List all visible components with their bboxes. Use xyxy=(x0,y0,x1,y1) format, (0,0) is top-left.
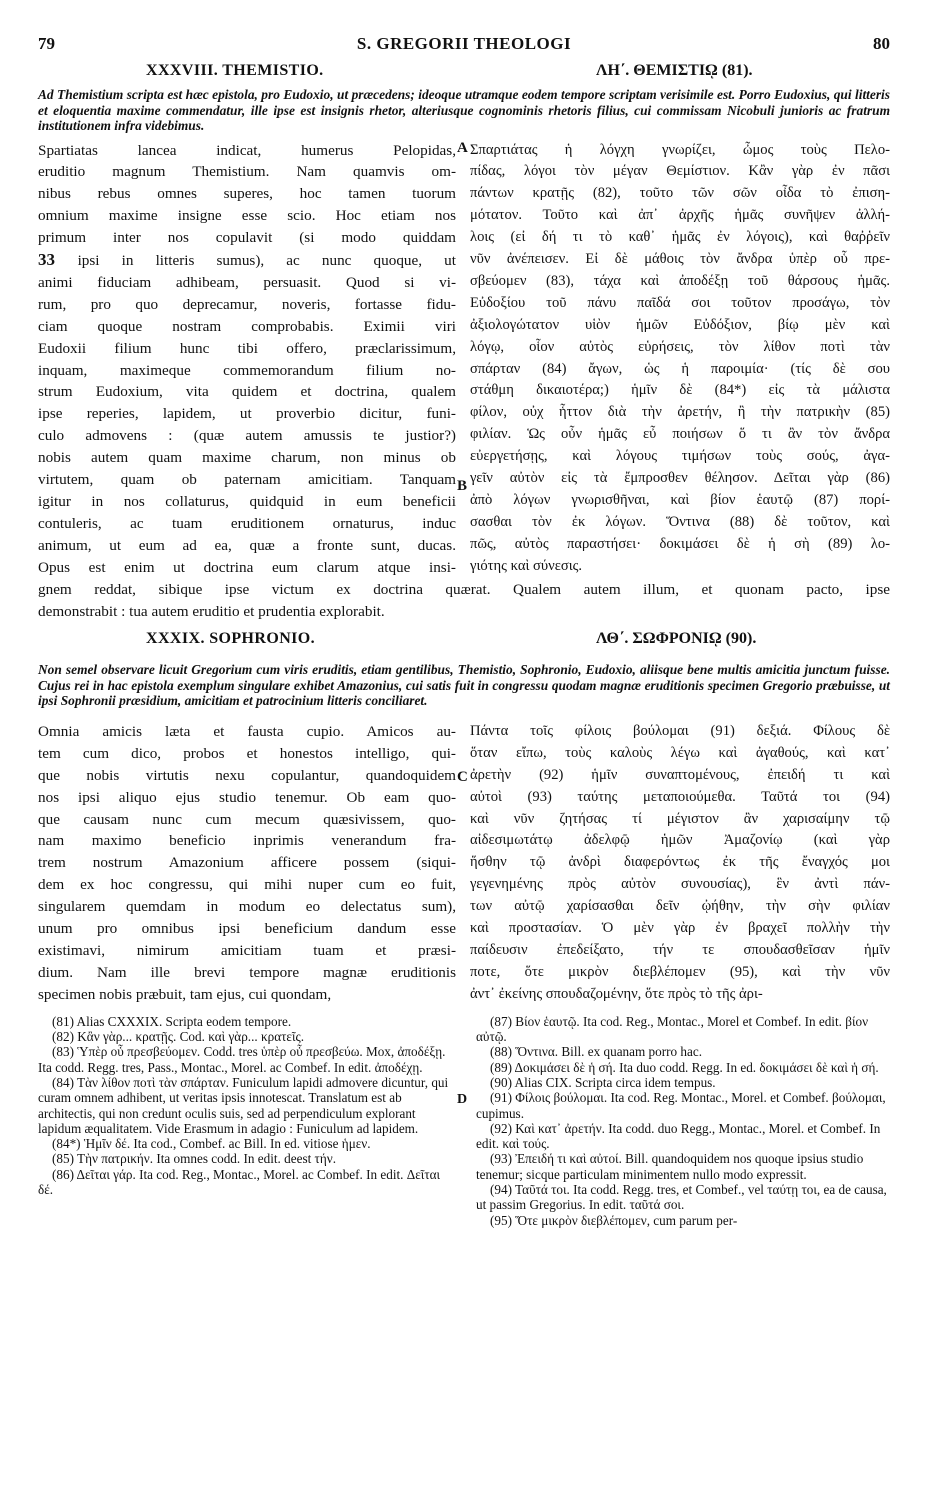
greek-line: εὐεργετήσῃς, καὶ λόγους τιμήσων τοὺς σούς, ἀγα- xyxy=(470,448,890,465)
page-number-right: 80 xyxy=(873,34,890,53)
greek-line: λόγῳ, οἷον αὐτὸς εὑρήσεις, τὸν λίθον ποτὶ τὰν xyxy=(470,338,890,355)
footnote: (94) Ταῦτά τοι. Ita codd. Regg. tres, et Combef., vel ταύτῃ τοι, ea de causa, ut passim Gregorius. In edit. ταῦτά σοι. xyxy=(476,1181,887,1213)
greek-line: αὐτοὶ (93) ταύτης μεταποιούμεθα. Ταῦτά τοι (94) xyxy=(470,788,890,805)
latin-line: eruditio magnum Themistium. Nam quamvis om- xyxy=(38,163,456,181)
book-title: S. GREGORII THEOLOGI xyxy=(356,34,572,53)
greek-line: σβεύομεν (83), τάχα καὶ ἀποδέξῃ τοῦ θάρσους ἡμᾶς. xyxy=(470,272,890,289)
latin-line: dem ex hoc congressu, qui mihi nuper cum eo fuit, xyxy=(38,876,456,894)
latin-line: que nobis virtutis nexu copulantur, quandoquidem xyxy=(38,766,456,784)
footnote: (85) Τὴν πατρικήν. Ita omnes codd. In edit. deest τήν. xyxy=(52,1151,336,1167)
latin-line: animi fiduciam adhibeam, persuasit. Quod si vi- xyxy=(38,273,456,291)
latin-line: specimen nobis præbuit, tam ejus, cui quondam, xyxy=(38,985,332,1003)
footnote: (83) Ὑπὲρ οὗ πρεσβεύομεν. Codd. tres ὑπὲρ οὗ πρεσβεύω. Mox, ἀποδέξῃ. Ita codd. Regg. tres, Pass., Montac., Morel. ac Combef. In edit. ἀποδέχῃ. xyxy=(38,1044,446,1075)
letter-39-argument: Non semel observare licuit Gregorium cum viris eruditis, etiam gentilibus, Themistio, Sophronio, Eudoxio, aliisque bene multis amicitia junctum fuisse. Cujus rei in hac epistola exemplum singulare exhibet Amazonius, cui satis fuit in congressu quodam magnæ eruditionis specimen Gregorio præbuisse, ut ipsi Sophronii præsidium, amicitiam et patrocinium litteris conciliaret. xyxy=(38,662,890,709)
greek-line: των αὐτῷ χαρίσασθαι δεῖν ᾠήθην, τὴν σὴν φιλίαν xyxy=(470,898,890,915)
footnote: (84) Τὰν λίθον ποτὶ τὰν σπάρταν. Funiculum lapidi admovere dicuntur, qui curam omnem adhibent, ut veritas ipsis innotescat. Translatum est ab architectis, qui non credunt oculis suis, sed ad perpendiculum explorant lapidum æqualitatem. Vide Erasmum in adagio : Funiculum ad lapidem. xyxy=(38,1074,449,1136)
greek-line: νῦν ἀνέπεισεν. Εἰ δὲ μάθοις τὸν ἄνδρα ὑπὲρ οὗ πρε- xyxy=(470,251,890,268)
greek-line: στάθμη δικαιοτέρα;) ἡμῖν δὲ (84*) εἰς τὰ μάλιστα xyxy=(470,382,890,399)
letter-38-greek-column xyxy=(470,140,890,579)
greek-line: γιότης καὶ σύνεσις. xyxy=(470,557,583,574)
greek-line: ἀρετὴν (92) ἡμῖν συναπτομένους, ἐπειδή τι καὶ xyxy=(470,766,890,783)
latin-line: culo admovens : (quæ autem amussis te justior?) xyxy=(38,427,456,445)
greek-line: σασθαι τὸν ἐκ λόγων. Ὅντινα (88) δὲ τοῦτον, καὶ xyxy=(470,513,890,530)
footnotes-right xyxy=(476,1014,890,1228)
greek-line: πάντων κρατῇς (82), τοῦτο τῶν σῶν οἶδα τὸ ἐπιση- xyxy=(470,185,890,202)
latin-line: nibus rebus omnes superes, hoc tamen tuorum xyxy=(38,185,456,203)
margin-number: 33 xyxy=(38,250,78,270)
margin-marker-a: A xyxy=(457,139,468,156)
latin-line: animum, ut eum ad ea, quæ a fronte sunt, ducas. xyxy=(38,536,456,554)
margin-marker-b: B xyxy=(457,477,468,494)
greek-line: Εὐδοξίου τοῦ πάνυ παῖδά σοι τοῦτον προσάγω, τὸν xyxy=(470,294,890,311)
latin-line: nam maximo beneficio inprimis venerandum fra- xyxy=(38,832,456,850)
latin-line: nobis autem quam maxime charum, non minus ob xyxy=(38,449,456,467)
latin-line: unum pro omnibus ipsi beneficium dandum esse xyxy=(38,920,456,938)
latin-line: ciam quoque nostram comprobabis. Eximii viri xyxy=(38,317,456,335)
footnote: (93) Ἐπειδή τι καὶ αὐτοί. Bill. quandoquidem nos quoque ipsius studio tenemur; sicque particulam minimentem nullo modo expressit. xyxy=(476,1151,864,1182)
greek-line: ἀξιολογώτατον υἱὸν ἡμῶν Εὐδόξιον, βίῳ μὲν καὶ xyxy=(470,316,890,333)
greek-line: μότατον. Τοῦτο καὶ ἀπ᾽ ἀρχῆς ἡμᾶς συνῆψεν ἀλλή- xyxy=(470,207,890,224)
greek-line: σπάρταν (84) ἄγων, ὡς ἡ παροιμία· (τίς δὲ σου xyxy=(470,360,890,377)
greek-line: φίλον, οὐχ ἧττον διὰ τὴν ἀρετήν, ἢ τὴν πατρικὴν (85) xyxy=(470,404,890,421)
latin-line: rum, pro quo deprecamur, noveris, fortasse fidu- xyxy=(38,295,456,313)
latin-line: primum inter nos copulavit (si modo quiddam xyxy=(38,229,456,247)
footnotes xyxy=(38,1014,890,1228)
latin-line: dium. Nam ille brevi tempore magnæ eruditionis xyxy=(38,963,456,981)
letter-38-heading xyxy=(38,62,890,84)
latin-line: 33 ipsi in litteris sumus), ac nunc quoque, ut xyxy=(38,250,456,270)
latin-line: Omnia amicis læta et fausta cupio. Amicos au- xyxy=(38,722,456,740)
greek-line: πίδας, λόγοι τὸν μέγαν Θεμίστιον. Κἂν γὰρ ἐν πᾶσι xyxy=(470,163,890,180)
latin-line: virtutem, quam ob paternam amicitiam. Tanquam xyxy=(38,471,456,489)
latin-line: Spartiatas lancea indicat, humerus Pelopidas, xyxy=(38,141,456,159)
letter-38-continuation xyxy=(38,579,890,623)
greek-line: αἰδεσιμωτάτῳ ἀδελφῷ ἡμῶν Ἀμαζονίῳ (καὶ γὰρ xyxy=(470,832,890,849)
greek-line: γεῖν αὐτὸν εἰς τὰ ἔμπροσθεν θέλησον. Δεῖται γὰρ (86) xyxy=(470,470,890,487)
footnote: (88) Ὅντινα. Bill. ex quanam porro hac. xyxy=(490,1044,703,1060)
greek-line: καὶ νῦν ζητήσας τί μέγιστον ἂν χαρισαίμην τῷ xyxy=(470,810,890,827)
latin-line: strum Eudoxium, vita quidem et doctrina, qualem xyxy=(38,383,456,401)
latin-line: Eudoxii filium hunc tibi offero, præclarissimum, xyxy=(38,339,456,357)
letter-38-body xyxy=(38,140,890,579)
footnote: (91) Φίλοις βούλομαι. Ita cod. Reg. Montac., Morel. et Combef. βούλομαι, cupimus. xyxy=(476,1090,886,1121)
greek-line: ἀντ᾽ ἐκείνης σπουδαζομένην, ὅτε πρὸς τὸ τῆς ἀρι- xyxy=(470,985,763,1002)
greek-line: ποτε, ὅτε μικρὸν διεβλέπομεν (95), καὶ τὴν νῦν xyxy=(470,963,890,980)
footnote: (86) Δεῖται γάρ. Ita cod. Reg., Montac., Morel. ac Combef. In edit. Δεῖται δέ. xyxy=(38,1166,441,1197)
full-width-line: gnem reddat, sibique ipse victum ex doctrina quærat. Qualem autem illum, et quonam pacto, ipse xyxy=(38,580,890,598)
greek-line: λοις (εἰ δή τι τὸ καθ᾽ ἡμᾶς ἐν λόγοις), καὶ θαῤῥεῖν xyxy=(470,229,890,246)
latin-line: contuleris, ac tuam eruditionem ornaturus, induc xyxy=(38,514,456,532)
margin-marker-c: C xyxy=(457,768,468,785)
greek-line: παίδευσιν ἐπεδείξατο, τήν τε σπουδασθεῖσαν ἡμῖν xyxy=(470,942,890,958)
footnote: (82) Κἂν γὰρ... κρατῇς. Cod. καὶ γὰρ... κρατεῖς. xyxy=(52,1029,305,1045)
letter-39-body xyxy=(38,721,890,1006)
latin-line: igitur in nos collaturus, quidquid in eum beneficii xyxy=(38,493,456,510)
margin-marker-d: D xyxy=(457,1091,468,1107)
full-width-line: demonstrabit : tua autem eruditio et prudentia explorabit. xyxy=(38,602,385,620)
latin-line: que causam nunc cum mecum quæsivissem, quo- xyxy=(38,810,456,828)
footnote: (95) Ὅτε μικρὸν διεβλέπομεν, cum parum per- xyxy=(490,1212,738,1228)
latin-line: inquam, maximeque commemorandum filium no- xyxy=(38,361,456,379)
letter-38-latin-title: XXXVIII. THEMISTIO. xyxy=(146,62,324,79)
footnote: (84*) Ἡμῖν δέ. Ita cod., Combef. ac Bill. In ed. vitiose ἡμεν. xyxy=(52,1136,371,1152)
letter-39-greek-title: ΛΘ΄. ΣΩΦΡΟΝΙῼ (90). xyxy=(596,630,757,648)
latin-line: omnium maxime insigne esse scio. Hoc etiam nos xyxy=(38,207,456,225)
greek-line: Σπαρτιάτας ἡ λόγχη γνωρίζει, ὦμος τοὺς Πελο- xyxy=(470,141,890,158)
greek-line: ἀπὸ λόγων γνωρισθῆναι, καὶ βίον ἑαυτῷ (87) πορί- xyxy=(470,492,890,508)
footnotes-left xyxy=(38,1014,454,1228)
latin-line: singularem quemdam in modum eo delectatus sum), xyxy=(38,898,456,916)
running-head xyxy=(38,34,890,58)
footnote: (89) Δοκιμάσει δὲ ἡ σή. Ita duo codd. Regg. In ed. δοκιμάσει δὲ καὶ ἡ σή. xyxy=(490,1059,879,1075)
letter-39-latin-column xyxy=(38,721,456,1006)
greek-line: καὶ προστασίαν. Ὁ μὲν γὰρ ἐν βραχεῖ πολλὴν τὴν xyxy=(470,920,890,937)
letter-39-greek-column xyxy=(470,721,890,1006)
greek-line: πῶς, αὐτὸς παραστήσει· δοκιμάσει δὲ ἡ σὴ (89) λο- xyxy=(470,535,890,552)
latin-line: tem cum dico, probos et honestos intelligo, qui- xyxy=(38,744,456,762)
letter-38-greek-title: ΛΗ΄. ΘΕΜΙΣΤΙῼ (81). xyxy=(596,62,753,79)
greek-line: ἥσθην τῷ ἀνδρὶ διαφερόντως ἐκ τῆς ἔναγχός μοι xyxy=(470,854,890,871)
latin-line: nos ipsi aliquo ejus studio tenemur. Ob eam quo- xyxy=(38,788,456,806)
page-number-left: 79 xyxy=(38,34,55,53)
latin-line: trem nostrum Amazonium afficere possem (siqui- xyxy=(38,854,456,872)
greek-line: γεγενημένης πρὸς αὐτὸν συνουσίας), ἓν ἀντὶ πάν- xyxy=(470,876,890,893)
latin-line: existimavi, nimirum amicitiam tuam et præsi- xyxy=(38,942,456,959)
letter-38-argument: Ad Themistium scripta est hæc epistola, pro Eudoxio, ut præcedens; ideoque utramque eodem tempore scriptam verisimile est. Porro Eudoxius, qui litteris et eloquentia maxime commendatur, ille ipse est insignis rhetor, alteriusque cognominis rhetoris filius, cui commissam Nicobuli junioris ac fratrum institutionem infra videbimus. xyxy=(38,87,890,133)
letter-39-latin-title: XXXIX. SOPHRONIO. xyxy=(146,630,316,648)
letter-38-latin-column xyxy=(38,140,456,579)
footnote: (90) Alias CIX. Scripta circa idem tempus. xyxy=(490,1074,716,1090)
letter-39-heading xyxy=(38,630,890,652)
footnote: (81) Alias CXXXIX. Scripta eodem tempore. xyxy=(52,1013,292,1029)
greek-line: φιλίαν. Ὡς οὖν ἡμᾶς εὖ ποιήσων ὅ τι ἂν τὸν ἄνδρα xyxy=(470,426,890,443)
footnote: (92) Καὶ κατ᾽ ἀρετήν. Ita codd. duo Regg., Montac., Morel. et Combef. In edit. καὶ τούς. xyxy=(476,1120,881,1152)
latin-line: Opus est enim ut doctrina eum clarum atque insi- xyxy=(38,558,456,576)
greek-line: ὅταν εἴπω, τοὺς καλοὺς λέγω καὶ ἀγαθούς, καὶ κατ᾽ xyxy=(470,744,890,761)
latin-line: ipse reperies, lapidem, ut proverbio dicitur, funi- xyxy=(38,405,456,423)
footnote: (87) Βίον ἑαυτῷ. Ita cod. Reg., Montac., Morel et Combef. In edit. βίον αὐτῷ. xyxy=(476,1013,869,1045)
greek-line: Πάντα τοῖς φίλοις βούλομαι (91) δεξιά. Φίλους δὲ xyxy=(470,722,890,739)
